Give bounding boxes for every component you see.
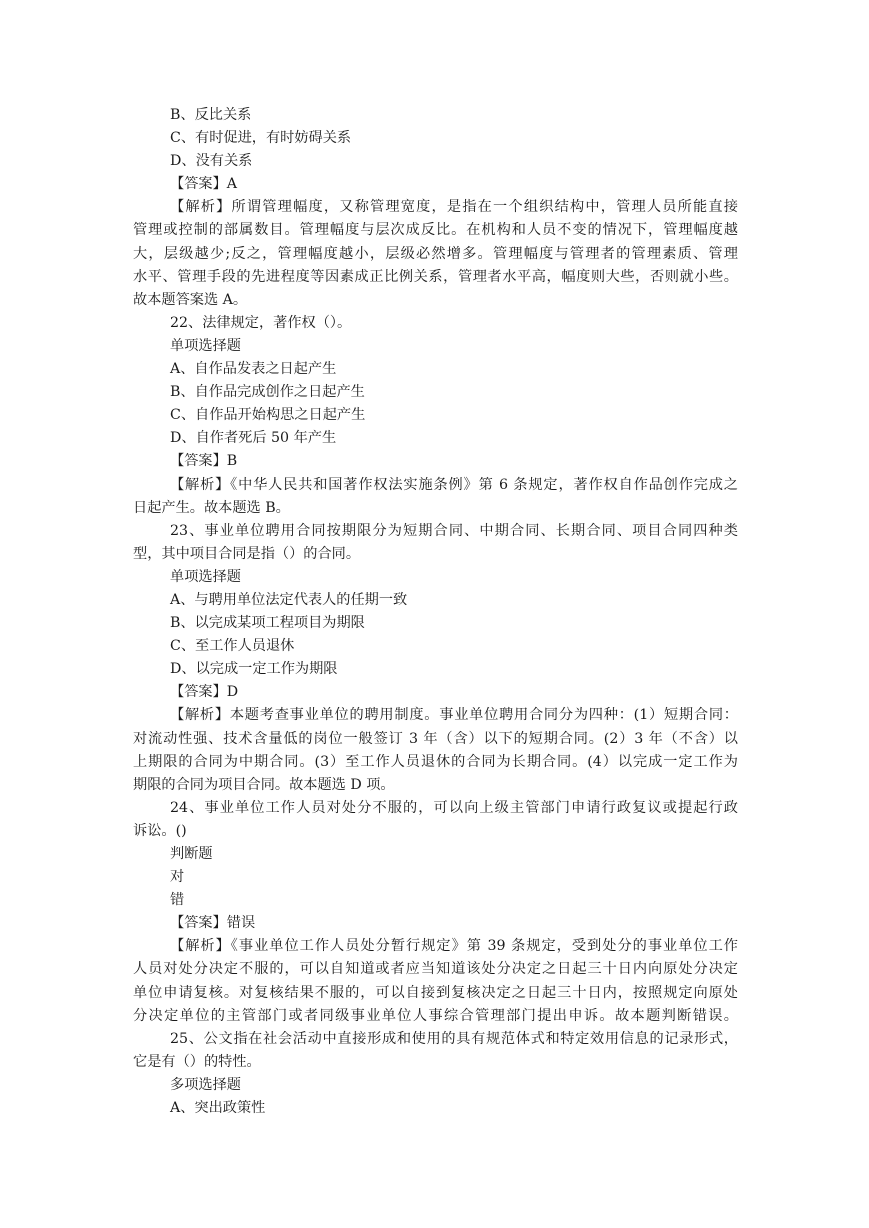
text-line: 【答案】B	[170, 453, 238, 470]
text-line: 22、法律规定，著作权（）。	[170, 314, 352, 331]
text-line: 上期限的合同为中期合同。(3）至工作人员退休的合同为长期合同。(4）以完成一定工作为	[133, 753, 738, 770]
text-line: B、自作品完成创作之日起产生	[170, 384, 365, 401]
text-line: D、没有关系	[170, 153, 253, 170]
text-line: 25、公文指在社会活动中直接形成和使用的具有规范体式和特定效用信息的记录形式，	[170, 1030, 738, 1047]
text-line: 单项选择题	[170, 337, 241, 354]
text-line: 人员对处分决定不服的，可以自知道或者应当知道该处分决定之日起三十日内向原处分决定	[133, 961, 738, 978]
text-line: D、自作者死后 50 年产生	[170, 430, 337, 447]
text-line: 对流动性强、技术含量低的岗位一般签订 3 年（含）以下的短期合同。(2）3 年（不含）以	[133, 730, 738, 747]
text-line: 型，其中项目合同是指（）的合同。	[133, 545, 361, 562]
text-line: B、反比关系	[170, 107, 252, 123]
text-line: 诉讼。()	[133, 822, 187, 839]
text-line: C、有时促进，有时妨碍关系	[170, 130, 352, 147]
text-line: 【答案】错误	[170, 915, 256, 932]
text-line: 期限的合同为项目合同。故本题选 D 项。	[133, 776, 395, 793]
document-body	[133, 104, 738, 1120]
text-line: C、自作品开始构思之日起产生	[170, 407, 366, 424]
text-line: B、以完成某项工程项目为期限	[170, 615, 365, 632]
text-line: 错	[170, 892, 185, 909]
text-line: 23、事业单位聘用合同按期限分为短期合同、中期合同、长期合同、项目合同四种类	[170, 522, 738, 539]
text-line: 【答案】D	[170, 684, 239, 701]
text-line: 单位申请复核。对复核结果不服的，可以自接到复核决定之日起三十日内，按照规定向原处	[133, 984, 738, 1001]
text-line: 它是有（）的特性。	[133, 1053, 261, 1070]
text-line: 【解析】所谓管理幅度，又称管理宽度，是指在一个组织结构中，管理人员所能直接	[170, 199, 738, 216]
text-line: 管理或控制的部属数目。管理幅度与层次成反比。在机构和人员不变的情况下，管理幅度越	[133, 222, 738, 239]
text-line: 判断题	[170, 846, 213, 862]
text-line: 大，层级越少;反之，管理幅度越小，层级必然增多。管理幅度与管理者的管理素质、管理	[133, 245, 738, 262]
text-line: 多项选择题	[170, 1076, 241, 1093]
text-line: 24、事业单位工作人员对处分不服的，可以向上级主管部门申请行政复议或提起行政	[170, 799, 738, 816]
text-line: A、自作品发表之日起产生	[170, 361, 337, 378]
text-line: 【答案】A	[170, 176, 237, 193]
text-line: 水平、管理手段的先进程度等因素成正比例关系，管理者水平高，幅度则大些，否则就小些。	[133, 268, 738, 285]
text-line: 故本题答案选 A。	[133, 291, 248, 308]
text-line: 【解析】《中华人民共和国著作权法实施条例》第 6 条规定，著作权自作品创作完成之	[170, 476, 738, 493]
text-line: 对	[170, 869, 185, 886]
text-line: 【解析】本题考查事业单位的聘用制度。事业单位聘用合同分为四种：(1）短期合同：	[170, 707, 738, 724]
text-line: 日起产生。故本题选 B。	[133, 499, 290, 516]
text-line: C、至工作人员退休	[170, 638, 295, 655]
text-line: A、与聘用单位法定代表人的任期一致	[170, 591, 408, 608]
text-line: 分决定单位的主管部门或者同级事业单位人事综合管理部门提出申诉。故本题判断错误。	[133, 1007, 738, 1024]
text-line: A、突出政策性	[170, 1100, 266, 1117]
text-line: D、以完成一定工作为期限	[170, 661, 338, 678]
text-line: 单项选择题	[170, 568, 241, 585]
text-line: 【解析】《事业单位工作人员处分暂行规定》第 39 条规定，受到处分的事业单位工作	[170, 938, 738, 955]
